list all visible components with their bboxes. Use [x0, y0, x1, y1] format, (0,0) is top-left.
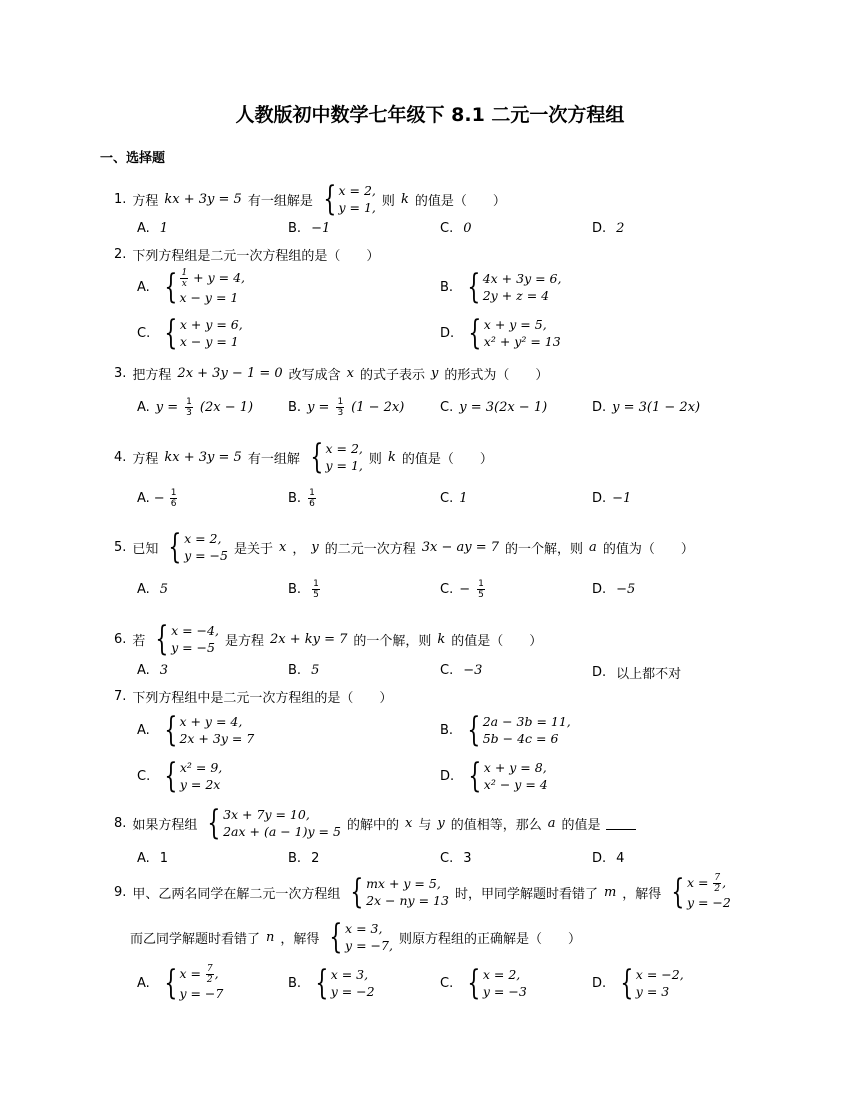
option-b[interactable]: B. $\frac{1}{5}$ [288, 579, 319, 600]
question-3: 3. 把方程 2x + 3y − 1 = 0 改写成含 x 的式子表示 y 的形式为（ ） [114, 366, 549, 383]
option-d[interactable]: D. { x = −2, y = 3 [592, 963, 684, 1003]
option-c[interactable]: C. y = 3(2x − 1) [440, 400, 548, 415]
question-6: 6. 若 { x = −4, y = −5 是方程 2x + ky = 7 的一个解，则 k 的值是（ ） [114, 619, 543, 659]
option-c[interactable]: C. 1 [440, 491, 468, 506]
question-2 [114, 245, 379, 264]
option-b[interactable]: B. $\frac{1}{6}$ [288, 488, 315, 509]
q-text: 有一组解是 [247, 193, 313, 209]
option-b[interactable]: B. { 2a − 3b = 11, 5b − 4c = 6 [440, 710, 571, 750]
q-equation: kx + 3y = 5 [164, 191, 242, 207]
option-c[interactable]: C. { x + y = 6, x − y = 1 [137, 313, 243, 353]
option-a[interactable]: A. y = $\frac{1}{3}$ (2x − 1) [137, 397, 254, 418]
equation-system: { x = 2, y = 1, [323, 179, 376, 219]
q-number: 2. [114, 247, 127, 262]
option-d[interactable]: D. −1 [592, 491, 632, 506]
question-5: 5. 已知 { x = 2, y = −5 是关于 x ， y 的二元一次方程 3x − ay = 7 的一个解，则 a 的值为（ ） [114, 527, 694, 567]
option-b[interactable]: B. y = $\frac{1}{3}$ (1 − 2x) [288, 397, 405, 418]
option-a[interactable]: A. { $\frac{1}{x}$ + y = 4, x − y = 1 [137, 267, 246, 307]
q-number: 1. [114, 191, 127, 207]
option-a[interactable]: A. 3 [137, 663, 169, 678]
option-a[interactable]: A. 1 [137, 221, 169, 236]
question-1 [114, 179, 506, 219]
question-8: 8. 如果方程组 { 3x + 7y = 10, 2ax + (a − 1)y = 5 的解中的 x 与 y 的值相等，那么 a 的值是 [114, 806, 636, 840]
option-c[interactable]: C. 0 [440, 221, 472, 236]
q-text: 方程 [132, 193, 159, 209]
option-a[interactable]: A. { x = $\frac{7}{2}$ , y = −7 [137, 963, 224, 1003]
option-b[interactable]: B. −1 [288, 221, 331, 236]
option-a[interactable]: A. 5 [137, 582, 169, 597]
option-c[interactable]: C. { x² = 9, y = 2x [137, 756, 223, 796]
q-text: 下列方程组是二元一次方程组的是（ ） [132, 249, 380, 264]
option-b[interactable]: B. 2 [288, 851, 320, 866]
q-variable: k [400, 191, 409, 207]
option-d[interactable]: D. 以上都不对 [592, 665, 682, 682]
option-a[interactable]: A. { x + y = 4, 2x + 3y = 7 [137, 710, 255, 750]
option-c[interactable]: C. − $\frac{1}{5}$ [440, 579, 484, 600]
page-title: 人教版初中数学七年级下 8.1 二元一次方程组 [235, 104, 625, 126]
question-9-line-2: 而乙同学解题时看错了 n ，解得 { x = 3, y = −7, 则原方程组的正确解是（ ） [130, 917, 581, 957]
option-d[interactable]: D. 2 [592, 221, 625, 236]
option-d[interactable]: D. 4 [592, 851, 625, 866]
option-d[interactable]: D. −5 [592, 582, 636, 597]
option-d[interactable]: D. y = 3(1 − 2x) [592, 400, 701, 415]
question-9: 9. 甲、乙两名同学在解二元一次方程组 { mx + y = 5, 2x − ny = 13 时，甲同学解题时看错了 m ，解得 { x = $\frac{7}{2}$ , y = −2 [114, 872, 731, 912]
option-b[interactable]: B. { x = 3, y = −2 [288, 963, 375, 1003]
option-c[interactable]: C. { x = 2, y = −3 [440, 963, 527, 1003]
option-a[interactable]: A. − $\frac{1}{6}$ [137, 488, 177, 509]
section-heading: 一、选择题 [100, 151, 166, 166]
option-a[interactable]: A. 1 [137, 851, 169, 866]
option-c[interactable]: C. 3 [440, 851, 472, 866]
q-text: 则 [381, 193, 395, 209]
option-d[interactable]: D. { x + y = 8, x² − y = 4 [440, 756, 548, 796]
option-d[interactable]: D. { x + y = 5, x² + y² = 13 [440, 313, 561, 353]
option-c[interactable]: C. −3 [440, 663, 483, 678]
option-b[interactable]: B. { 4x + 3y = 6, 2y + z = 4 [440, 267, 562, 307]
question-7: 7. 下列方程组中是二元一次方程组的是（ ） [114, 689, 393, 706]
q-text: 的值是（ ） [414, 193, 506, 209]
answer-blank[interactable] [606, 817, 636, 830]
question-4: 4. 方程 kx + 3y = 5 有一组解 { x = 2, y = 1, 则 k 的值是（ ） [114, 437, 493, 477]
option-b[interactable]: B. 5 [288, 663, 320, 678]
